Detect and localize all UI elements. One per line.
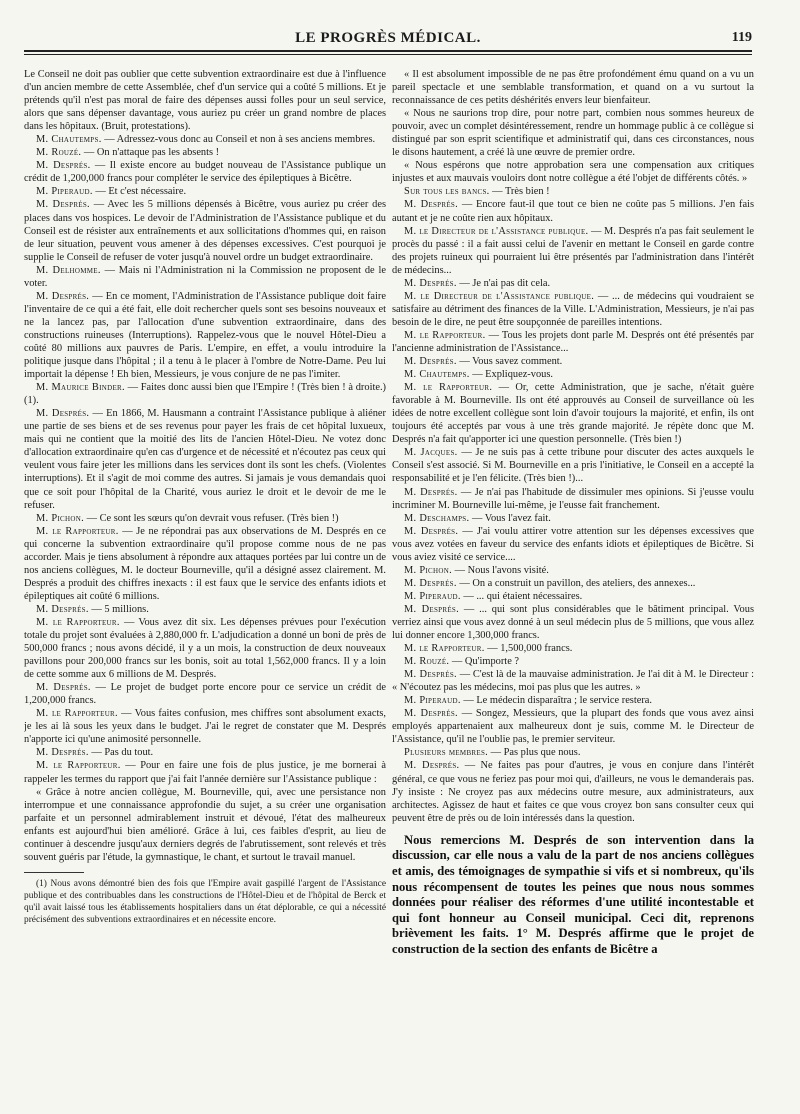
paragraph [392,368,754,381]
paragraph-text: « Nous ne saurions trop dire, pour notre part, combien nous sommes heureux de pouvoir, avec un complet désintéressement, rendre un hommage public à ce collègue si distingué par son esprit scientifique et administratif qui, dans ces circonstances, nous le disons hautement, a créé là une œuvre de premier ordre. [392,108,754,159]
left-column [24,68,386,1108]
paragraph-text: — M. Després n'a pas fait seulement le procès du passé : il a fait aussi celui de l'avenir en mettant le Conseil en garde contre des projets ruineux qui pourraient lui être présentés par l'administration dans l'intérêt de médecins... [392,225,754,276]
paragraph [392,277,754,290]
header-rule [24,50,752,52]
paragraph-text: — Très bien ! [489,186,550,198]
paragraph-text: — Faites donc aussi bien que l'Empire ! (Très bien ! à droite.) (1). [24,382,386,407]
speaker-name: Sur tous les bancs. [404,186,490,198]
paragraph [392,525,754,564]
paragraph-text: — ... de médecins qui voudraient se satisfaire au détriment des finances de la Ville. L'Administration, Messieurs, je n'ai pas besoin de le dire, ne peut être soupçonnée de pareilles intentions. [392,290,754,328]
speaker-name: M. Rouzé. [36,147,82,159]
speaker-name: M. Després. [404,525,459,537]
paragraph-text: — Ne faites pas pour d'autres, je vous en conjure dans l'intérêt général, ce que vous ne feriez pas pour moi qui, d'ailleurs, ne vous le demanderais pas. J'y insiste : Ne croyez pas aux médecins outre mesure, aux administrateurs, aux architectes. Agissez de haut et faites ce que vous croyez bon sans consulter ceux qui peuvent être de près ou de loin intéressés dans la question. [392,760,754,824]
paragraph [24,407,386,511]
speaker-name: M. Maurice Binder. [36,382,125,394]
paragraph [392,381,754,446]
paragraph [24,603,386,616]
running-header [24,30,752,46]
paragraph [24,707,386,746]
paragraph [24,185,386,198]
paragraph [392,707,754,746]
paragraph [392,655,754,668]
paragraph-text: — En 1866, M. Hausmann a contraint l'Assistance publique à aliéner une partie de ses biens et de ses revenus pour payer les frais de cet hôpital luxueux, mais qui ne contient que la moitié des lits de l'ancien Hôtel-Dieu. Ne votez donc d'allocation extraordinaire qu'en cas d'urgence et de nécessité et n'écoutez pas ceux qui veulent vous faire jeter les millions dans les services dont ils sont les chefs. (Violentes interruptions). Et il s'agit de moi comme des autres. Si jamais je vous demandais quoi que ce soit pour l'hôpital de la Charité, vous auriez le droit et le devoir de me le refuser. [24,408,386,511]
paragraph [392,329,754,355]
speaker-name: M. Després. [36,408,90,420]
speaker-name: M. Piperaud. [404,590,461,602]
paragraph-text: — ... qui sont plus considérables que le bâtiment principal. Vous verriez ainsi que vous avez donné à un seul médecin plus de 5 millions, que vous allez lui donner encore 1,300,000 francs. [392,603,754,642]
header-rule-thin [24,54,752,55]
paragraph-text: — Vous avez dit six. Les dépenses prévues pour l'exécution totale du projet sont évaluées à 2,880,000 fr. L'adjudication a donné un boni de près de 500,000 francs ; nous avons décidé, il y a un mois, la construction de deux nouveaux pavillons pour 200,000 francs sur les bonis, soit au total 1,562,000 francs. Il y a loin de cette somme aux 6 millions de M. Després. [24,616,386,681]
paragraph [24,159,386,185]
paragraph [24,681,386,707]
paragraph-text: — Pas plus que nous. [488,747,581,759]
paragraph-text: « Nous espérons que notre approbation sera une compensation aux critiques injustes et aux mauvais vouloirs dont notre collègue a été l'objet de différents côtés. » [392,160,754,185]
paragraph-text: — Le médecin disparaîtra ; le service restera. [460,695,653,707]
paragraph [392,512,754,525]
paragraph [24,786,386,864]
paragraph [24,133,386,146]
paragraph-text: — Nous l'avons visité. [451,564,549,576]
paragraph-text: — Pas du tout. [88,747,154,759]
speaker-name: M. le Rapporteur. [36,616,120,628]
paragraph [392,486,754,512]
speaker-name: M. Piperaud. [404,695,461,707]
speaker-name: M. Després. [36,747,89,759]
paragraph-text: — En ce moment, l'Administration de l'Assistance publique doit faire l'inventaire de ce qui a été fait, elle doit rechercher quels sont ses besoins nouveaux et ne la lancez pas, par l'allocation d'une subvention extraordinaire, dans des constructions ruineuses (Interruptions). Rappelez-vous que le nouvel Hôtel-Dieu a coûté 80 millions aux pauvres de Paris. L'empire, en effet, a voulu introduire la politique jusque dans l'hôpital ; il a tenu à le placer à l'ombre de Notre-Dame. Peu lui importait la dépense ! Eh bien, Messieurs, je vous conjure de ne pas l'imiter. [24,290,386,381]
paragraph [392,355,754,368]
speaker-name: M. Jacques. [404,447,458,459]
speaker-name: M. Després. [36,603,89,615]
footnote-text: (1) Nous avons démontré bien des fois que l'Empire avait gaspillé l'argent de l'Assistance publique et des contribuables dans les constructions de l'Hôtel-Dieu et de l'hôpital de Berck et qu'il avait laissé tous les établissements hospitaliers dans un état déplorable, ce qui a nécessité précisément des subventions extraordinaires et en nécessite encore. [24,878,386,925]
paragraph [24,616,386,681]
paragraph [392,198,754,224]
paragraph [392,590,754,603]
paragraph [392,290,754,329]
paragraph-text: Le Conseil ne doit pas oublier que cette subvention extraordinaire est due à l'influence d'un ancien membre de cette Assemblée, chef d'un service qui a coûté 5 millions. Et je prétends qu'il n'est pas moral de faire des dépenses aussi folles pour un seul service, alors que sans dépenser davantage, vous auriez pu créer un grand nombre de places dans les hôpitaux. (Bruit, protestations). [24,69,386,133]
speaker-name: M. Després. [404,708,458,720]
paragraph-text: — Or, cette Administration, que je sache, n'était guère favorable à M. Bourneville. Ils ont été approuvés au Conseil de surveillance où les idées de notre excellent collègue sont loin d'avoir toujours la majorité, et enfin, ils ont toujours été acceptés par vous à une très grande majorité. Je répète donc que M. Després n'a fait qu'apporter ici une question personnelle. (Très bien !) [392,382,754,446]
right-column [392,68,754,1108]
paragraph [24,198,386,263]
paragraph-text: — J'ai voulu attirer votre attention sur les dépenses excessives que vous avez votées en faveur du service des enfants idiots et épileptiques de Bicêtre. Si vous aviez visité ce service.... [392,525,754,563]
paragraph [392,564,754,577]
paragraph-text: — Vous faites confusion, mes chiffres sont absolument exacts, je les ai là sous les yeux dans le budget. J'ai le regret de constater que M. Després n'apporte ici qu'une animosité personnelle. [24,708,386,746]
paragraph-text: — Le projet de budget porte encore pour ce service un crédit de 1,200,000 francs. [24,682,386,707]
paragraph [392,642,754,655]
paragraph [392,746,754,759]
paragraph-text: — On a construit un pavillon, des ateliers, des annexes... [456,577,696,589]
paragraph [24,146,386,159]
paragraph-text: — Encore faut-il que tout ce bien ne coûte pas 5 millions. J'en fais autant et je ne coûte rien aux hôpitaux. [392,199,754,224]
journal-title: LE PROGRÈS MÉDICAL. [295,30,481,46]
paragraph [392,185,754,198]
paragraph [24,290,386,381]
speaker-name: M. Després. [404,356,457,368]
speaker-name: M. Després. [404,603,460,615]
paragraph [392,694,754,707]
paragraph-text: — Je n'ai pas l'habitude de dissimuler mes opinions. Si j'eusse voulu incriminer M. Bourneville lui-même, je l'eusse fait franchement. [392,486,754,511]
paragraph [24,264,386,290]
paragraph [392,159,754,185]
speaker-name: M. Després. [36,290,90,302]
paragraph-text: — Et c'est nécessaire. [92,186,187,198]
speaker-name: M. le Rapporteur. [36,708,118,720]
speaker-name: M. Chautemps. [404,369,470,381]
paragraph-text: — Je ne suis pas à cette tribune pour discuter des actes auxquels le Conseil s'est associé. Si M. Bourneville en a pris l'initiative, le Conseil en a accepté la responsabilité et je l'en félicite. (Très bien !)... [392,447,754,485]
paragraph [392,107,754,159]
paragraph-text: — Adressez-vous donc au Conseil et non à ses anciens membres. [101,134,376,146]
speaker-name: M. Rouzé. [404,656,450,668]
speaker-name: M. Després. [36,199,90,211]
paragraph-text: — Mais ni l'Administration ni la Commission ne proposent de le voter. [24,264,386,289]
paragraph-text: — Il existe encore au budget nouveau de l'Assistance publique un crédit de 1,200,000 francs pour compléter le service des épileptiques à Bicêtre. [24,160,386,185]
paragraph-text: — ... qui étaient nécessaires. [460,590,583,602]
speaker-name: M. Després. [404,199,458,211]
speaker-name: M. le Rapporteur. [36,760,121,772]
speaker-name: M. Després. [404,760,460,772]
speaker-name: M. le Rapporteur. [404,643,485,655]
paragraph-text: Nous remercions M. Després de son intervention dans la discussion, car elle nous a valu de la part de nos anciens collègues et amis, des témoignages de sympathie si vifs et si nombreux, qu'ils nous récompensent de toutes les peines que nous nous sommes données pour réaliser des réformes d'une utilité incontestable et qui font honneur au Conseil municipal. Ceci dit, reprenons brièvement les faits. 1° M. Després affirme que le projet de construction de la section des enfants de Bicêtre a [392,832,754,956]
speaker-name: M. Delhomme. [36,264,101,276]
paragraph [392,577,754,590]
paragraph-text: — Ce sont les sœurs qu'on devrait vous refuser. (Très bien !) [83,512,339,524]
speaker-name: M. le Directeur de l'Assistance publique. [404,225,589,237]
paragraph [392,225,754,277]
footnote-rule [24,872,84,873]
speaker-name: M. Chautemps. [36,134,102,146]
paragraph [24,759,386,785]
paragraph [24,512,386,525]
paragraph-text: — On n'attaque pas les absents ! [81,147,220,159]
paragraph-text: « Grâce à notre ancien collègue, M. Bourneville, qui, avec une persistance non interrompue et une connaissance approfondie du sujet, a su créer une organisation parfaite et un personnel admirablement instruit et dévoué, l'état des malheureux enfants est aujourd'hui bien amélioré. Grâce à lui, ces faibles d'esprit, au lieu de continuer à descendre jusqu'aux derniers degrés de l'abrutissement, sont relevés et très souvent guéris par l'étude, la gymnastique, le chant, et surtout le travail manuel. [24,786,386,863]
paragraph [24,381,386,407]
speaker-name: M. le Rapporteur. [404,382,493,394]
speaker-name: M. Pichon. [36,512,84,524]
paragraph [392,446,754,485]
speaker-name: M. Després. [404,577,457,589]
paragraph-text: — C'est là de la mauvaise administration. Je l'ai dit à M. le Directeur : « N'écoutez pas les médecins, moi pas plus que les autres. » [392,669,754,694]
paragraph-text: « Il est absolument impossible de ne pas être profondément ému quand on a vu un pareil spectacle et une semblable transformation, et quand on a vu surtout la reconnaissance de ces petits déshérités envers leur bienfaiteur. [392,69,754,107]
paragraph-text: — 1,500,000 francs. [484,643,573,655]
paragraph-text: — Expliquez-vous. [469,369,553,381]
speaker-name: M. Deschamps. [404,512,470,524]
paragraph-text: — 5 millions. [88,603,149,615]
paragraph [392,68,754,107]
speaker-name: M. Després. [36,160,91,172]
speaker-name: M. le Rapporteur. [36,525,119,537]
speaker-name: M. Després. [36,682,91,694]
speaker-name: M. le Rapporteur. [404,329,486,341]
paragraph [392,668,754,694]
speaker-name: M. Piperaud. [36,186,93,198]
paragraph [392,603,754,642]
paragraph-text: — Vous savez comment. [456,356,563,368]
paragraph [392,759,754,824]
paragraph [392,833,754,958]
speaker-name: M. Després. [404,277,457,289]
speaker-name: M. Pichon. [404,564,452,576]
speaker-name: M. Després. [404,486,458,498]
paragraph-text: — Je ne répondrai pas aux observations de M. Després en ce qui concerne la subvention extraordinaire qu'il propose comme nous de ne pas accorder. Mais je tiens absolument à répondre aux attaques portées par lui contre un de nos anciens collègues, M. le docteur Bourneville, qu'il a désigné assez clairement. M. Després a produit des chiffres inexacts : il est faux que le service des enfants idiots et épileptiques ait coûté 6 millions. [24,525,386,602]
paragraph-text: — Je n'ai pas dit cela. [456,277,551,289]
paragraph-text: — Pour en faire une fois de plus justice, je me bornerai à rappeler les termes du rapport que j'ai fait l'année dernière sur l'Assistance publique : [24,760,386,785]
speaker-name: Plusieurs membres. [404,747,489,759]
paragraph [24,746,386,759]
paragraph-text: — Tous les projets dont parle M. Després ont été présentés par l'ancienne administration de l'Assistance... [392,329,754,354]
paragraph [24,68,386,133]
paragraph-text: — Avec les 5 millions dépensés à Bicêtre, vous auriez pu créer des places dans vos hospices. Le devoir de l'Administration de l'Assistance publique et du Conseil est de résister aux entraînements et aux sollicitations d'hommes qui, en raison de leur situation, peuvent vous amener à des dépenses excessives. C'est pourquoi je supplie le Conseil de refuser de voter jusqu'à nouvel ordre un budget extraordinaire. [24,199,386,263]
paragraph-text: — Qu'importe ? [449,656,520,668]
page-number: 119 [731,30,752,45]
speaker-name: M. Després. [404,669,457,681]
paragraph-text: — Songez, Messieurs, que la plupart des fonds que vous avez ainsi employés appartenaient aux malheureux dont je suis, comme M. le Directeur de l'Assistance, qu'il ne l'oublie pas, le premier serviteur. [392,708,754,746]
paragraph-text: — Vous l'avez fait. [469,512,551,524]
footnote [24,878,386,926]
speaker-name: M. le Directeur de l'Assistance publique. [404,290,595,302]
paragraph [24,525,386,603]
